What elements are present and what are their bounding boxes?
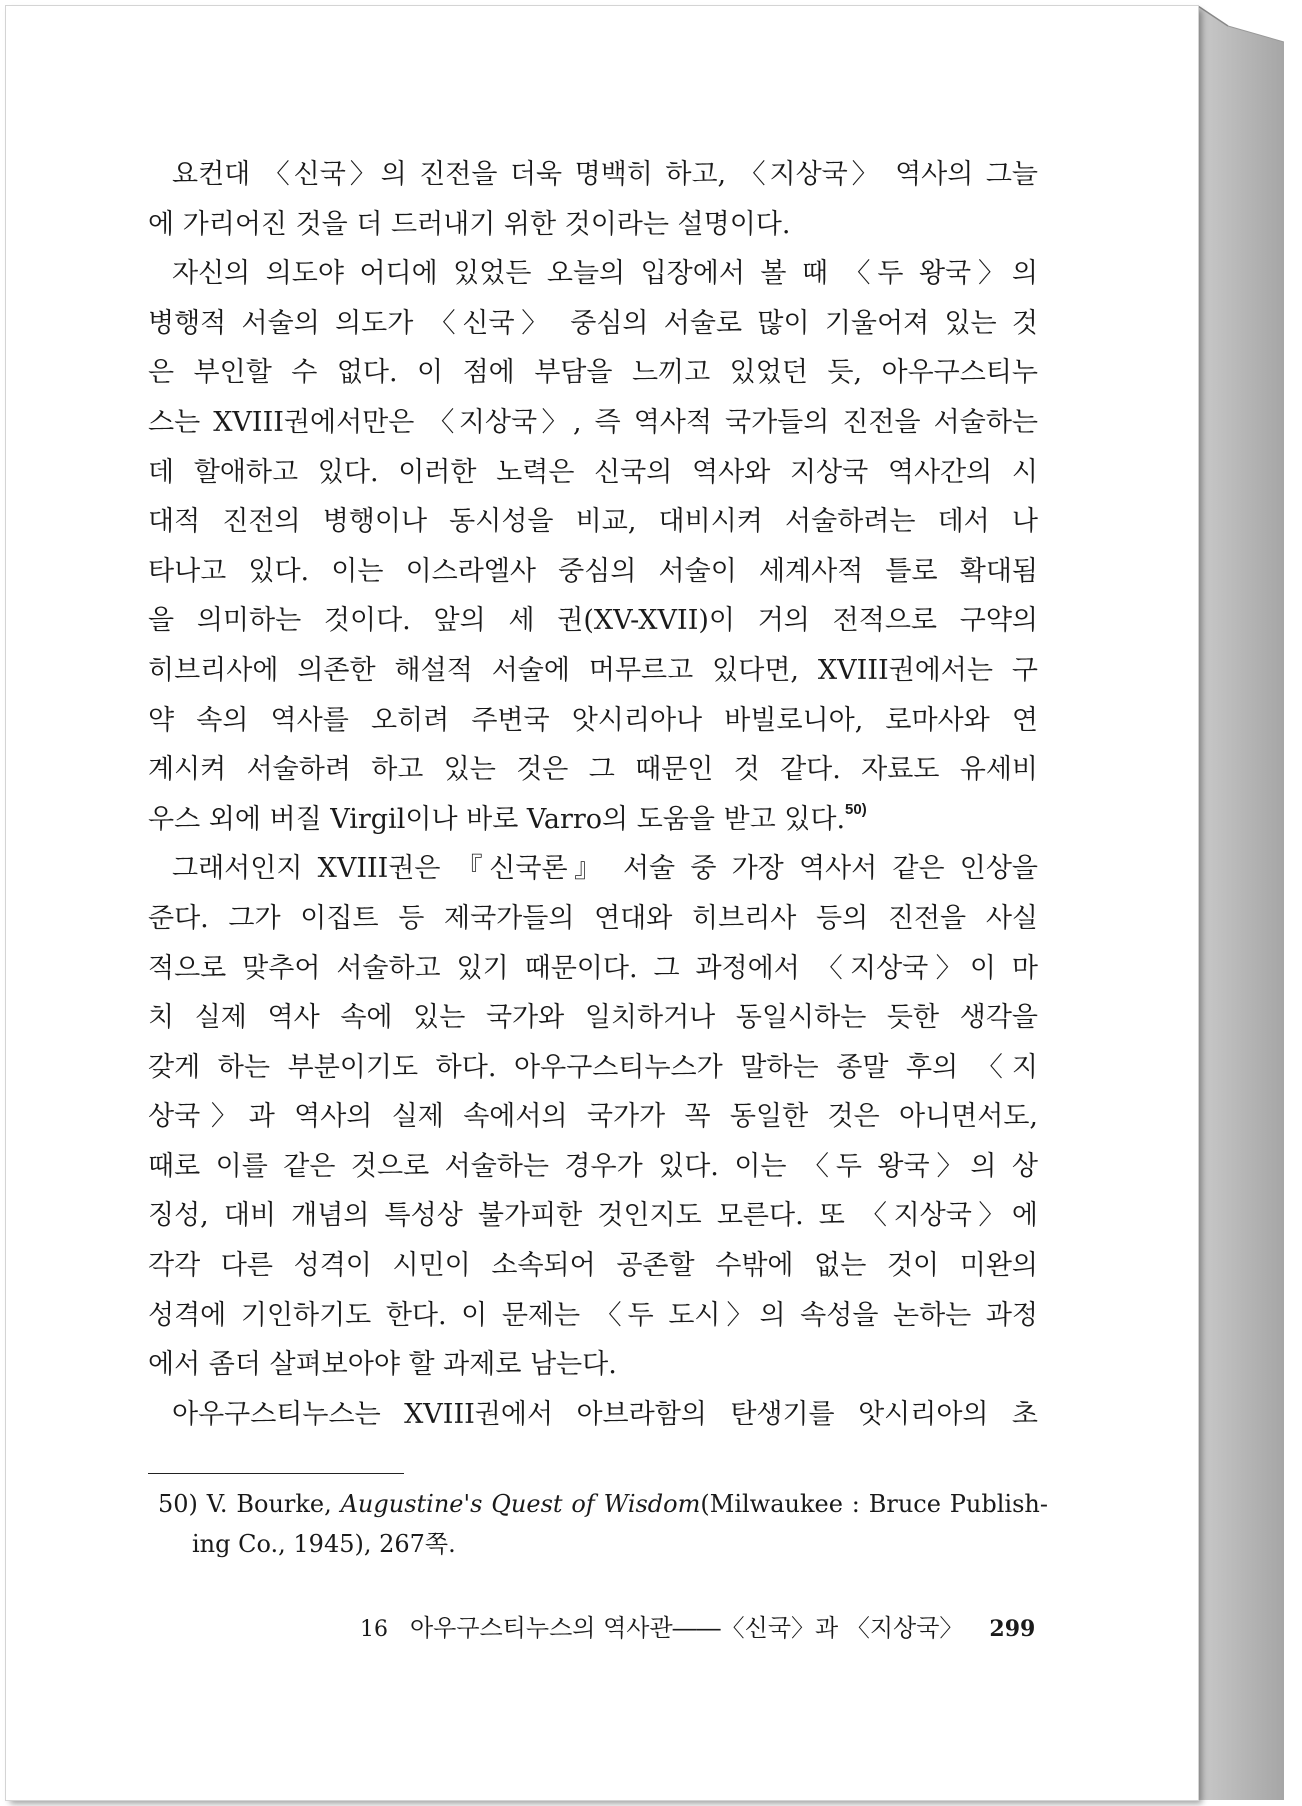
body-line-text: 우스 외에 버질 Virgil이나 바로 Varro의 도움을 받고 있다.	[148, 803, 846, 835]
body-line: 요컨대 〈신국〉의 진전을 더욱 명백히 하고, 〈지상국〉 역사의 그늘	[172, 159, 1038, 190]
body-line: 아우구스티누스는 XVIII권에서 아브라함의 탄생기를 앗시리아의 초	[172, 1398, 1038, 1430]
body-line: 갖게 하는 부분이기도 하다. 아우구스티누스가 말하는 종말 후의 〈지	[148, 1051, 1038, 1083]
body-line: 준다. 그가 이집트 등 제국가들의 연대와 히브리사 등의 진전을 사실	[148, 902, 1038, 934]
body-line: 적으로 맞추어 서술하고 있기 때문이다. 그 과정에서 〈지상국〉이 마	[148, 952, 1038, 984]
body-line: 에 가리어진 것을 더 드러내기 위한 것이라는 설명이다.	[148, 208, 791, 240]
body-line: 약 속의 역사를 오히려 주변국 앗시리아나 바빌로니아, 로마사와 연	[148, 704, 1038, 736]
footnote-author: V. Bourke,	[206, 1490, 332, 1518]
body-line: 타나고 있다. 이는 이스라엘사 중심의 서술이 세계사적 틀로 확대됨	[148, 555, 1038, 587]
body-line: 그래서인지 XVIII권은 『신국론』 서술 중 가장 역사서 같은 인상을	[172, 853, 1038, 885]
book-edge-shading	[1198, 6, 1284, 1800]
footnote-publisher: (Milwaukee : Bruce Publish-	[700, 1490, 1048, 1518]
body-line: 각각 다른 성격이 시민이 소속되어 공존할 수밖에 없는 것이 미완의	[148, 1250, 1038, 1282]
body-text	[148, 150, 1038, 1439]
body-line: 성격에 기인하기도 한다. 이 문제는 〈두 도시〉의 속성을 논하는 과정	[148, 1299, 1038, 1331]
body-line: 때로 이를 같은 것으로 서술하는 경우가 있다. 이는 〈두 왕국〉의 상	[148, 1150, 1038, 1182]
body-line: 병행적 서술의 의도가 〈신국〉 중심의 서술로 많이 기울어져 있는 것	[148, 307, 1038, 339]
body-line: 상국〉과 역사의 실제 속에서의 국가가 꼭 동일한 것은 아니면서도,	[148, 1101, 1038, 1133]
body-line-with-footnote-ref	[148, 795, 1038, 845]
body-line: 스는 XVIII권에서만은 〈지상국〉, 즉 역사적 국가들의 진전을 서술하는	[148, 406, 1038, 438]
body-line: 은 부인할 수 없다. 이 점에 부담을 느끼고 있었던 듯, 아우구스티누	[148, 357, 1038, 389]
page-number: 299	[989, 1616, 1036, 1642]
body-line: 대적 진전의 병행이나 동시성을 비교, 대비시켜 서술하려는 데서 나	[148, 506, 1038, 538]
body-line: 을 의미하는 것이다. 앞의 세 권(XV-XVII)이 거의 전적으로 구약의	[148, 605, 1038, 637]
footnote-line	[158, 1484, 1048, 1524]
body-line: 에서 좀더 살펴보아야 할 과제로 남는다.	[148, 1349, 617, 1381]
body-line: 자신의 의도야 어디에 있었든 오늘의 입장에서 볼 때 〈두 왕국〉의	[172, 258, 1038, 290]
chapter-title: 아우구스티누스의 역사관――〈신국〉과 〈지상국〉	[410, 1614, 964, 1642]
footnote-number: 50)	[158, 1490, 198, 1518]
footnote-50	[158, 1484, 1048, 1564]
footnote-book-title: Augustine's Quest of Wisdom	[340, 1490, 701, 1518]
body-line: 히브리사에 의존한 해설적 서술에 머무르고 있다면, XVIII권에서는 구	[148, 654, 1038, 686]
footnote-divider	[148, 1473, 404, 1474]
body-line: 계시켜 서술하려 하고 있는 것은 그 때문인 것 같다. 자료도 유세비	[148, 754, 1038, 786]
chapter-number: 16	[360, 1617, 388, 1642]
body-line: 징성, 대비 개념의 특성상 불가피한 것인지도 모른다. 또 〈지상국〉에	[148, 1200, 1038, 1232]
body-line: 데 할애하고 있다. 이러한 노력은 신국의 역사와 지상국 역사간의 시	[148, 456, 1038, 488]
running-footer	[360, 1608, 1036, 1643]
footnote-reference: 50)	[845, 800, 867, 818]
footnote-line: ing Co., 1945), 267쪽.	[192, 1530, 456, 1558]
body-line: 치 실제 역사 속에 있는 국가와 일치하거나 동일시하는 듯한 생각을	[148, 1002, 1038, 1034]
